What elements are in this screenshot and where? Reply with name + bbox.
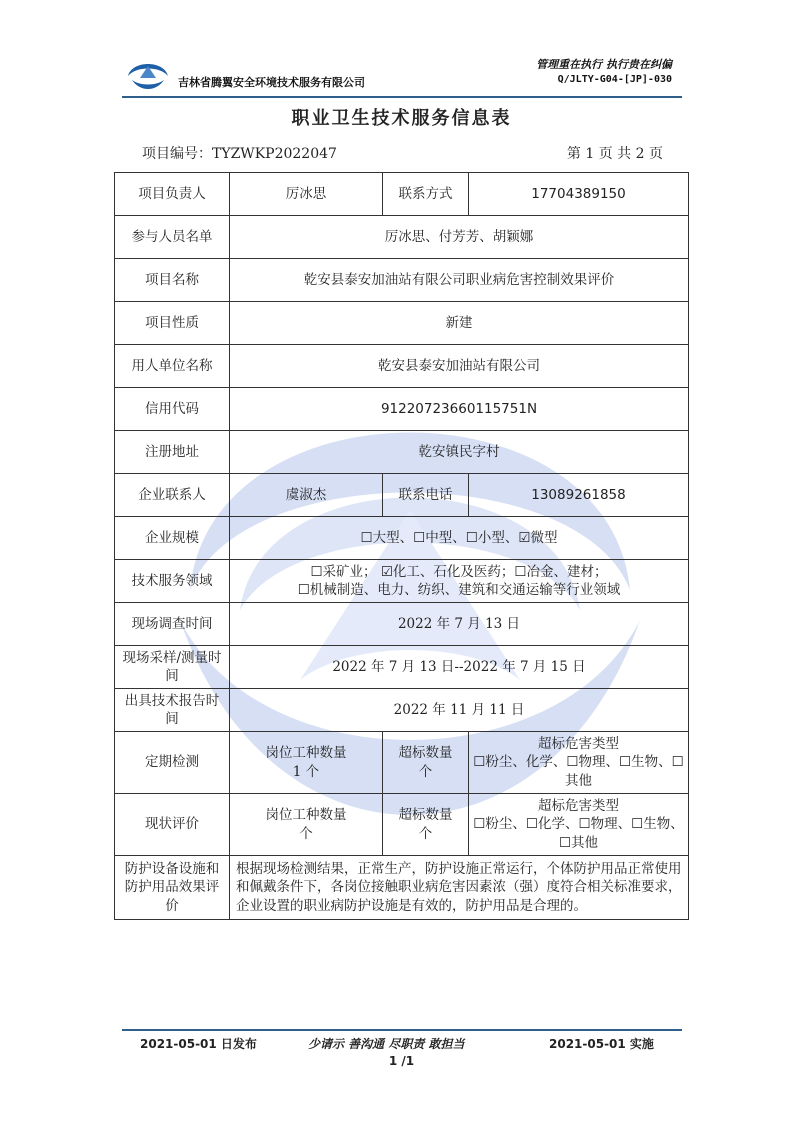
field-line-1: ☐采矿业； ☑化工、石化及医药；☐冶金、建材； bbox=[310, 563, 608, 580]
status-posts: 岗位工种数量 个 bbox=[230, 794, 383, 856]
table-row bbox=[115, 431, 689, 474]
employer-value: 乾安县泰安加油站有限公司 bbox=[230, 345, 689, 388]
periodic-label: 定期检测 bbox=[115, 732, 230, 794]
status-types: ☐粉尘、☐化学、☐物理、☐生物、☐其他 bbox=[473, 816, 684, 851]
footer-slogan: 少请示 善沟通 尽职责 敢担当 bbox=[308, 1037, 465, 1051]
periodic-types-title: 超标危害类型 bbox=[538, 736, 619, 753]
table-row bbox=[115, 517, 689, 560]
periodic-types-cell bbox=[469, 732, 689, 794]
table-row bbox=[115, 173, 689, 216]
project-name-value: 乾安县泰安加油站有限公司职业病危害控制效果评价 bbox=[230, 259, 689, 302]
periodic-exceed: 超标数量 个 bbox=[383, 732, 469, 794]
info-table bbox=[114, 172, 689, 920]
field-label: 技术服务领域 bbox=[115, 560, 230, 603]
table-row bbox=[115, 345, 689, 388]
employer-label: 用人单位名称 bbox=[115, 345, 230, 388]
report-value: 2022 年 11 月 11 日 bbox=[230, 689, 689, 732]
field-value bbox=[230, 560, 689, 603]
field-line-2: ☐机械制造、电力、纺织、建筑和交通运输等行业领域 bbox=[297, 582, 621, 598]
status-types-title: 超标危害类型 bbox=[538, 798, 619, 815]
page-indicator: 第 1 页 共 2 页 bbox=[566, 146, 663, 162]
scale-value: ☐大型、☐中型、☐小型、☑微型 bbox=[230, 517, 689, 560]
members-label: 参与人员名单 bbox=[115, 216, 230, 259]
scale-label: 企业规模 bbox=[115, 517, 230, 560]
ent-contact-value: 虞淑杰 bbox=[230, 474, 383, 517]
issued-date: 2021-05-01 日发布 bbox=[140, 1037, 257, 1051]
status-types-cell bbox=[469, 794, 689, 856]
address-value: 乾安镇民字村 bbox=[230, 431, 689, 474]
table-row bbox=[115, 603, 689, 646]
protect-value: 根据现场检测结果，正常生产，防护设施正常运行，个体防护用品正常使用和佩戴条件下，各岗位接触职业病危害因素浓（强）度符合相关标准要求，企业设置的职业病防护设施是有效的，防护用品是合理的。 bbox=[230, 856, 689, 920]
survey-label: 现场调查时间 bbox=[115, 603, 230, 646]
survey-value: 2022 年 7 月 13 日 bbox=[230, 603, 689, 646]
contact-value: 17704389150 bbox=[469, 173, 689, 216]
table-row bbox=[115, 388, 689, 431]
table-row bbox=[115, 732, 689, 794]
periodic-posts: 岗位工种数量 1 个 bbox=[230, 732, 383, 794]
credit-label: 信用代码 bbox=[115, 388, 230, 431]
sampling-label: 现场采样/测量时间 bbox=[115, 646, 230, 689]
page-number: 1 /1 bbox=[388, 1054, 415, 1068]
table-row bbox=[115, 302, 689, 345]
table-row bbox=[115, 216, 689, 259]
ent-phone-value: 13089261858 bbox=[469, 474, 689, 517]
protect-label: 防护设备设施和防护用品效果评价 bbox=[115, 856, 230, 920]
project-name-label: 项目名称 bbox=[115, 259, 230, 302]
credit-value: 91220723660115751N bbox=[230, 388, 689, 431]
table-row bbox=[115, 560, 689, 603]
status-exceed: 超标数量 个 bbox=[383, 794, 469, 856]
ent-contact-label: 企业联系人 bbox=[115, 474, 230, 517]
ent-phone-label: 联系电话 bbox=[383, 474, 469, 517]
table-row bbox=[115, 794, 689, 856]
table-row bbox=[115, 689, 689, 732]
periodic-types: ☐粉尘、化学、☐物理、☐生物、☐其他 bbox=[473, 754, 684, 789]
table-row bbox=[115, 856, 689, 920]
nature-label: 项目性质 bbox=[115, 302, 230, 345]
table-row bbox=[115, 474, 689, 517]
header-motto: 管理重在执行 执行贵在纠偏 bbox=[536, 58, 672, 71]
effective-date: 2021-05-01 实施 bbox=[549, 1037, 654, 1051]
report-label: 出具技术报告时间 bbox=[115, 689, 230, 732]
page-title: 职业卫生技术服务信息表 bbox=[291, 108, 512, 129]
leader-label: 项目负责人 bbox=[115, 173, 230, 216]
table-row bbox=[115, 646, 689, 689]
status-label: 现状评价 bbox=[115, 794, 230, 856]
contact-label: 联系方式 bbox=[383, 173, 469, 216]
address-label: 注册地址 bbox=[115, 431, 230, 474]
footer-divider bbox=[122, 1029, 682, 1031]
page-header bbox=[122, 46, 682, 98]
company-logo-icon bbox=[126, 54, 170, 94]
sampling-value: 2022 年 7 月 13 日--2022 年 7 月 15 日 bbox=[230, 646, 689, 689]
project-number: 项目编号：TYZWKP2022047 bbox=[142, 146, 337, 162]
document-code: Q/JLTY-G04-[JP]-030 bbox=[557, 74, 672, 85]
table-row bbox=[115, 259, 689, 302]
header-divider bbox=[122, 96, 682, 98]
company-name: 吉林省腾翼安全环境技术服务有限公司 bbox=[178, 76, 365, 89]
members-value: 厉冰思、付芳芳、胡颖娜 bbox=[230, 216, 689, 259]
leader-value: 厉冰思 bbox=[230, 173, 383, 216]
nature-value: 新建 bbox=[230, 302, 689, 345]
